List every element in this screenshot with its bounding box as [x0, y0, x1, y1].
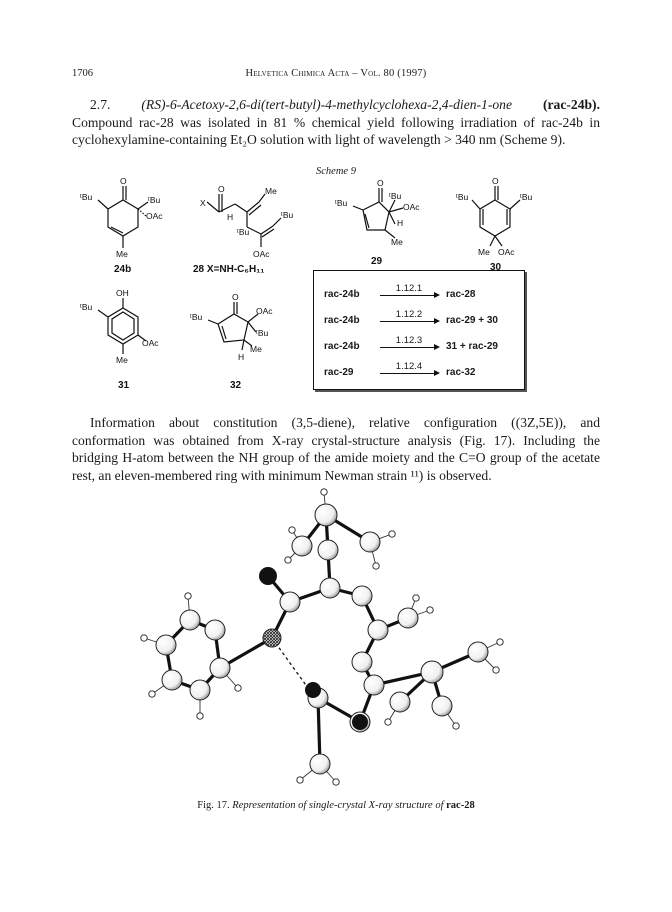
atom-me: Me — [391, 237, 403, 247]
compound-label-30: 30 — [490, 262, 502, 273]
atom-tbu: ᵗBu — [389, 191, 402, 201]
reaction-row — [324, 283, 519, 303]
xray-structure-figure — [130, 480, 530, 790]
caption-text: Representation of single-crystal X-ray structure of — [232, 800, 444, 811]
atom-me: Me — [116, 355, 128, 365]
section-number: 2.7. — [90, 97, 111, 112]
conditions: 1.12.2 — [395, 309, 423, 320]
compound-label-31: 31 — [118, 380, 130, 391]
atom-tbu: ᵗBu — [80, 192, 93, 202]
reaction-row — [324, 309, 519, 329]
atom-me: Me — [478, 247, 490, 257]
atom-x: X — [200, 198, 206, 208]
atom-tbu: ᵗBu — [256, 328, 269, 338]
caption-compound: rac-28 — [446, 800, 475, 811]
section-body: Compound rac-28 was isolated in 81 % chemical yield following irradiation of rac-24b in cyclohexylamine-containing Et₂O solution with light of wavelength > 340 nm (Scheme 9). — [72, 114, 600, 147]
reactant: rac-24b — [324, 289, 360, 300]
product: 31 + rac-29 — [446, 341, 498, 352]
ortep-drawing — [130, 480, 530, 790]
reaction-conditions-box — [313, 270, 525, 390]
compound-29-structure — [333, 172, 433, 277]
running-header — [72, 68, 600, 84]
caption-prefix: Fig. 17. — [197, 800, 230, 811]
page-number: 1706 — [72, 68, 93, 79]
compound-label-28: 28 X=NH-C₆H₁₁ — [193, 264, 265, 275]
compound-30-structure — [450, 172, 550, 277]
section-title: (RS)-6-Acetoxy-2,6-di(tert-butyl)-4-methylcyclohexa-2,4-dien-1-one — [141, 97, 512, 112]
atom-tbu: ᵗBu — [520, 192, 533, 202]
product: rac-29 + 30 — [446, 315, 498, 326]
atom-oac: OAc — [142, 338, 159, 348]
atom-me: Me — [265, 186, 277, 196]
atom-tbu: ᵗBu — [80, 302, 93, 312]
atom-tbu: ᵗBu — [148, 195, 161, 205]
atom-o: O — [232, 292, 239, 302]
compound-28-structure — [185, 172, 310, 277]
atom-tbu: ᵗBu — [237, 227, 250, 237]
conditions: 1.12.3 — [395, 335, 423, 346]
atom-oac: OAc — [498, 247, 515, 257]
atom-oac: OAc — [403, 202, 420, 212]
atom-tbu: ᵗBu — [190, 312, 203, 322]
journal-name: Helvetica Chimica Acta – Vol. 80 (1997) — [245, 68, 427, 79]
atom-h: H — [238, 352, 245, 362]
scheme-label: Scheme 9 — [316, 166, 356, 177]
atom-me: Me — [250, 344, 262, 354]
compound-label-32: 32 — [230, 380, 242, 391]
atom-o: O — [377, 178, 384, 188]
reaction-arrow — [380, 321, 438, 322]
atom-o: O — [218, 184, 225, 194]
atom-oac: OAc — [256, 306, 273, 316]
figure-caption — [0, 800, 672, 811]
reactant: rac-29 — [324, 367, 354, 378]
atom-h: H — [227, 212, 234, 222]
section-title-suffix: (rac-24b). — [542, 97, 600, 112]
atom-oac: OAc — [253, 249, 270, 259]
atom-tbu: ᵗBu — [456, 192, 469, 202]
atom-oac: OAc — [146, 211, 163, 221]
reactant: rac-24b — [324, 341, 360, 352]
atom-o: O — [120, 176, 127, 186]
conditions: 1.12.4 — [395, 361, 423, 372]
reactant: rac-24b — [324, 315, 360, 326]
atom-me: Me — [116, 249, 128, 259]
product: rac-32 — [446, 367, 476, 378]
conditions: 1.12.1 — [395, 283, 423, 294]
section-2-7-paragraph — [72, 96, 600, 149]
compound-label-24b: 24b — [114, 264, 132, 275]
atom-oh: OH — [116, 288, 129, 298]
reaction-row — [324, 335, 519, 355]
atom-h: H — [397, 218, 404, 228]
atom-tbu: ᵗBu — [281, 210, 294, 220]
reaction-arrow — [380, 347, 438, 348]
xray-paragraph: Information about constitution (3,5-diene), relative configuration ((3Z,5E)), and conformation was obtained from X-ray crystal-structure analysis (Fig. 17). Including the bridging H-atom between the NH group of the amide moiety and the C=O group of the acetate rest, an eleven-membered ring with minimum Newman strain ¹¹) is observed. — [72, 415, 600, 483]
product: rac-28 — [446, 289, 476, 300]
compound-label-29: 29 — [371, 256, 383, 267]
reaction-arrow — [380, 373, 438, 374]
reaction-arrow — [380, 295, 438, 296]
reaction-row — [324, 361, 519, 381]
atom-tbu: ᵗBu — [335, 198, 348, 208]
atom-o: O — [492, 176, 499, 186]
compound-24b-structure — [78, 172, 178, 277]
compound-32-structure — [190, 288, 295, 395]
compound-31-structure — [78, 286, 178, 395]
